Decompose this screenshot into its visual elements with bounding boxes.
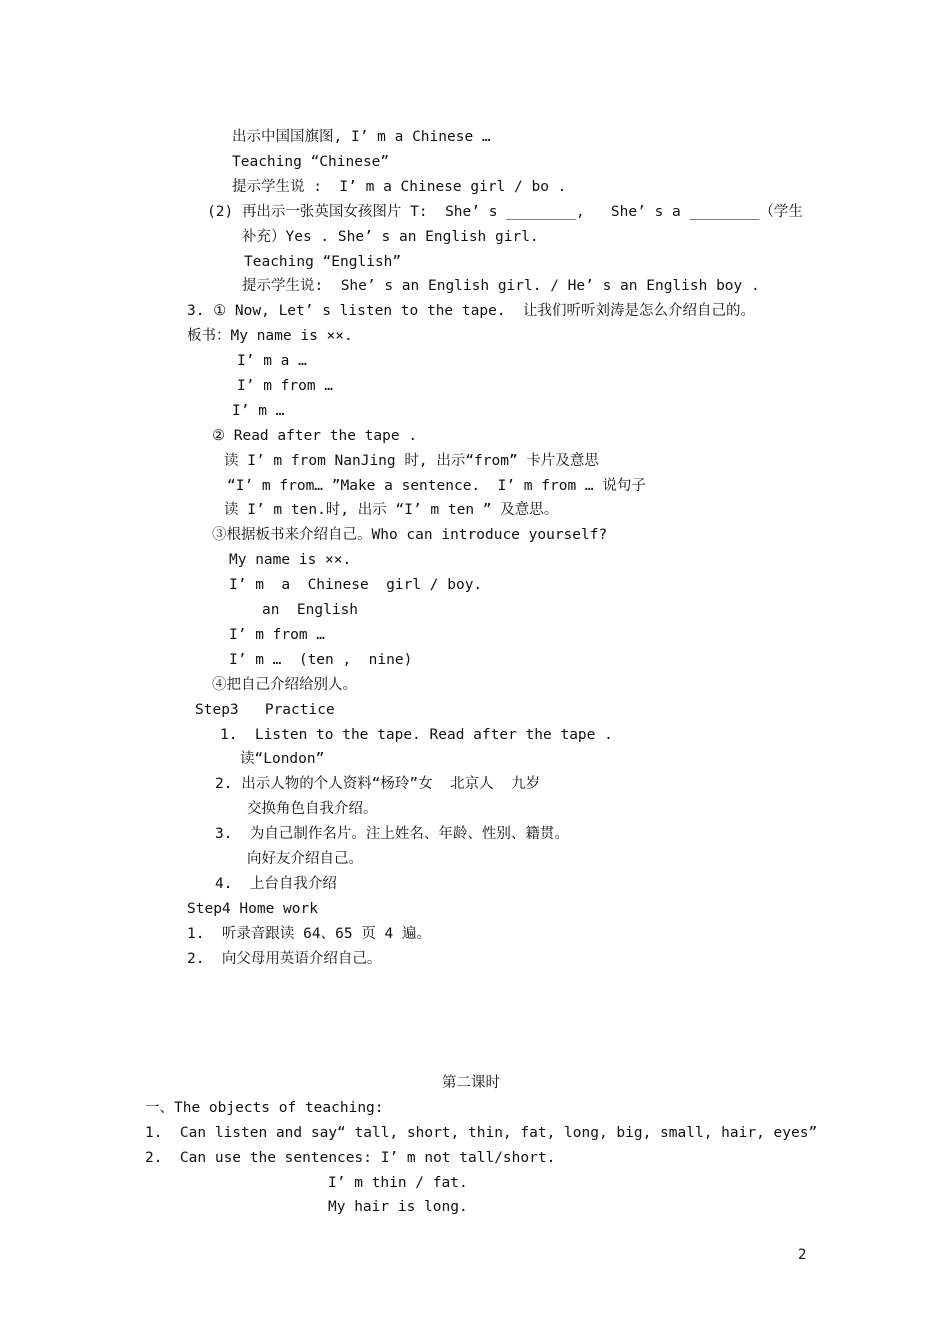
text-line: 1. Can listen and say“ tall, short, thin, fat, long, big, small, hair, eyes” <box>145 1125 818 1141</box>
text-line: ④把自己介绍给别人。 <box>212 677 357 693</box>
text-line: I’ m … <box>232 403 285 419</box>
text-line: Teaching “Chinese” <box>232 154 390 170</box>
text-line: “I’ m from… ”Make a sentence. I’ m from … 说句子 <box>227 478 646 494</box>
text-line: I’ m a Chinese girl / boy. <box>229 577 483 593</box>
text-line: 出示中国国旗图, I’ m a Chinese … <box>232 129 491 145</box>
text-line: an English <box>262 602 359 618</box>
text-line: I’ m … (ten , nine) <box>229 652 413 668</box>
text-line: My hair is long. <box>328 1199 468 1215</box>
text-line: 交换角色自我介绍。 <box>247 801 378 817</box>
text-line: Teaching “English” <box>244 254 402 270</box>
text-line: 读 I’ m from NanJing 时, 出示“from” 卡片及意思 <box>224 453 599 469</box>
step-heading: Step4 Home work <box>187 901 318 917</box>
text-line: 读 I’ m ten.时, 出示 “I’ m ten ” 及意思。 <box>224 502 559 518</box>
text-line: 1. Listen to the tape. Read after the tape . <box>220 727 613 743</box>
text-line: 一、The objects of teaching: <box>145 1100 384 1116</box>
text-line: 2. 出示人物的个人资料“杨玲”女 北京人 九岁 <box>215 776 541 792</box>
text-line: 3. ① Now, Let’ s listen to the tape. 让我们听听刘涛是怎么介绍自己的。 <box>187 303 755 319</box>
text-line: 读“London” <box>240 751 325 767</box>
text-line: 补充）Yes . She’ s an English girl. <box>242 229 539 245</box>
text-line: 3. 为自己制作名片。注上姓名、年龄、性别、籍贯。 <box>215 826 569 842</box>
text-line: I’ m a … <box>237 353 307 369</box>
text-line: 2. 向父母用英语介绍自己。 <box>187 951 382 967</box>
text-line: 1. 听录音跟读 64、65 页 4 遍。 <box>187 926 431 942</box>
text-line: 板书：My name is ××. <box>187 328 353 344</box>
page-number: 2 <box>798 1247 807 1263</box>
step-heading: Step3 Practice <box>195 702 335 718</box>
text-line: I’ m from … <box>237 378 334 394</box>
text-line: ③根据板书来介绍自己。Who can introduce yourself? <box>212 527 608 543</box>
text-line: 提示学生说 : I’ m a Chinese girl / bo . <box>232 179 567 195</box>
text-line: 向好友介绍自己。 <box>247 851 363 867</box>
text-line: My name is ××. <box>229 552 352 568</box>
text-line: (2) 再出示一张英国女孩图片 T: She’ s ________, She’ s a ________（学生 <box>207 204 803 220</box>
text-line: 2. Can use the sentences: I’ m not tall/short. <box>145 1150 556 1166</box>
text-line: 4. 上台自我介绍 <box>215 876 337 892</box>
text-line: 提示学生说: She’ s an English girl. / He’ s an English boy . <box>242 278 760 294</box>
section-title: 第二课时 <box>442 1075 500 1091</box>
text-line: I’ m thin / fat. <box>328 1175 468 1191</box>
text-line: ② Read after the tape . <box>212 428 418 444</box>
text-line: I’ m from … <box>229 627 326 643</box>
